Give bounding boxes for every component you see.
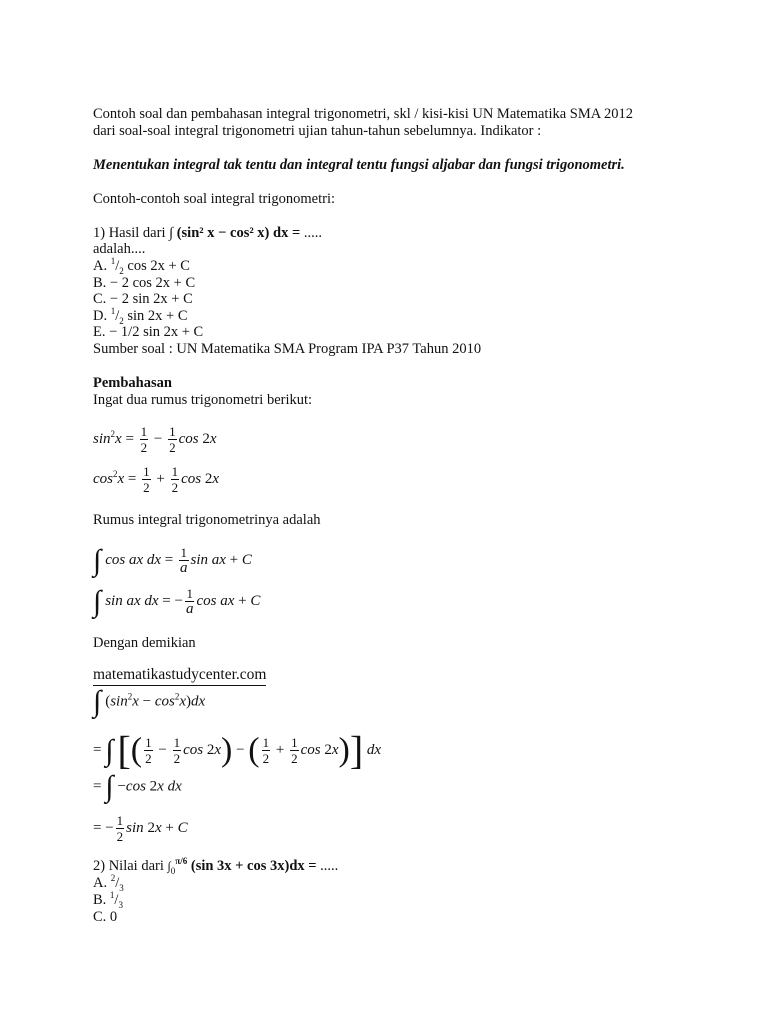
indicator-text: Menentukan integral tak tentu dan integral tentu fungsi aljabar dan fungsi trigonometri.: [93, 157, 625, 173]
q2-option-a-label: A.: [93, 875, 111, 891]
option-d-label: D.: [93, 308, 111, 324]
q2-option-b-num: 1: [109, 890, 115, 901]
integral-rule-1: ∫ cos ax dx = $\frac{1}{a}$ sin ax + C: [93, 543, 252, 577]
question-1-dots: .....: [300, 225, 322, 241]
option-c: C. − 2 sin 2x + C: [93, 291, 193, 307]
hence-text: Dengan demikian: [93, 635, 196, 651]
question-2-prefix: 2) Nilai dari: [93, 858, 168, 874]
option-a: A. $^1/_2$ cos 2x + C: [93, 256, 190, 276]
option-d-num: 1: [110, 306, 116, 317]
intro-line-2: dari soal-soal integral trigonometri ujian tahun-tahun sebelumnya. Indikator :: [93, 123, 542, 139]
question-2-dots: .....: [316, 858, 339, 874]
q2-option-a-num: 2: [110, 873, 116, 884]
formula-2: $\cos^2x$ = $\frac{1}{2}$ + $\frac{1}{2}$ cos 2x: [93, 464, 220, 495]
step-3: = − $\frac{1}{2}$ sin 2x + C: [93, 813, 188, 844]
option-e: E. − 1/2 sin 2x + C: [93, 324, 204, 340]
integral-rule-text: Rumus integral trigonometrinya adalah: [93, 512, 321, 528]
integral-sign-icon: ∫: [167, 859, 171, 873]
option-d: D. $^1/_2$ sin 2x + C: [93, 306, 188, 326]
q2-option-b-den: 3: [118, 899, 123, 910]
question-1-source: Sumber soal : UN Matematika SMA Program IPA P37 Tahun 2010: [93, 341, 482, 357]
integral-rule-2: ∫ sin ax dx = − $\frac{1}{a}$ cos ax + C: [93, 584, 261, 618]
step-1: = ∫ [( $\frac{1}{2}$ − $\frac{1}{2}$ cos 2x) − ( $\frac{1}{2}$ + $\frac{1}{2}$ cos 2x)] dx: [93, 727, 382, 773]
formula-1: $\sin^2x$ = $\frac{1}{2}$ − $\frac{1}{2}$ cos 2x: [93, 424, 217, 455]
step-2: = ∫ −cos 2x dx: [93, 770, 182, 803]
q2-option-a-den: 3: [119, 882, 124, 893]
option-d-den: 2: [119, 315, 124, 326]
option-a-num: 1: [110, 256, 116, 267]
option-a-label: A.: [93, 258, 111, 274]
question-2-lower-limit: 0: [170, 865, 176, 876]
question-2-upper-limit: π/6: [175, 856, 188, 867]
q2-option-a: A. $^2/_3$: [93, 873, 124, 893]
examples-heading: Contoh-contoh soal integral trigonometri:: [93, 191, 336, 207]
option-d-rest: sin 2x + C: [123, 308, 188, 324]
intro-line-1: Contoh soal dan pembahasan integral trigonometri, skl / kisi-kisi UN Matematika SMA 2012: [93, 106, 634, 122]
solution-recall: Ingat dua rumus trigonometri berikut:: [93, 392, 313, 408]
option-b: B. − 2 cos 2x + C: [93, 275, 196, 291]
option-a-den: 2: [119, 265, 124, 276]
question-1-prefix: 1) Hasil dari: [93, 225, 170, 241]
watermark-text: matematikastudycenter.com: [93, 666, 266, 686]
question-2-expression: (sin 3x + cos 3x)dx =: [190, 858, 317, 874]
q2-option-c: C. 0: [93, 909, 118, 925]
q2-option-b-label: B.: [93, 892, 110, 908]
question-1-expression: ∫ (sin² x − cos² x) dx =: [169, 225, 301, 241]
question-2: [93, 858, 338, 875]
option-a-rest: cos 2x + C: [123, 258, 190, 274]
question-1: [93, 225, 322, 242]
step-0: ∫ $(\sin^2x - \cos^2x)dx$: [93, 685, 206, 718]
solution-heading: Pembahasan: [93, 375, 172, 391]
q2-option-b: B. $^1/_3$: [93, 890, 123, 910]
question-1-adalah: adalah....: [93, 241, 146, 257]
